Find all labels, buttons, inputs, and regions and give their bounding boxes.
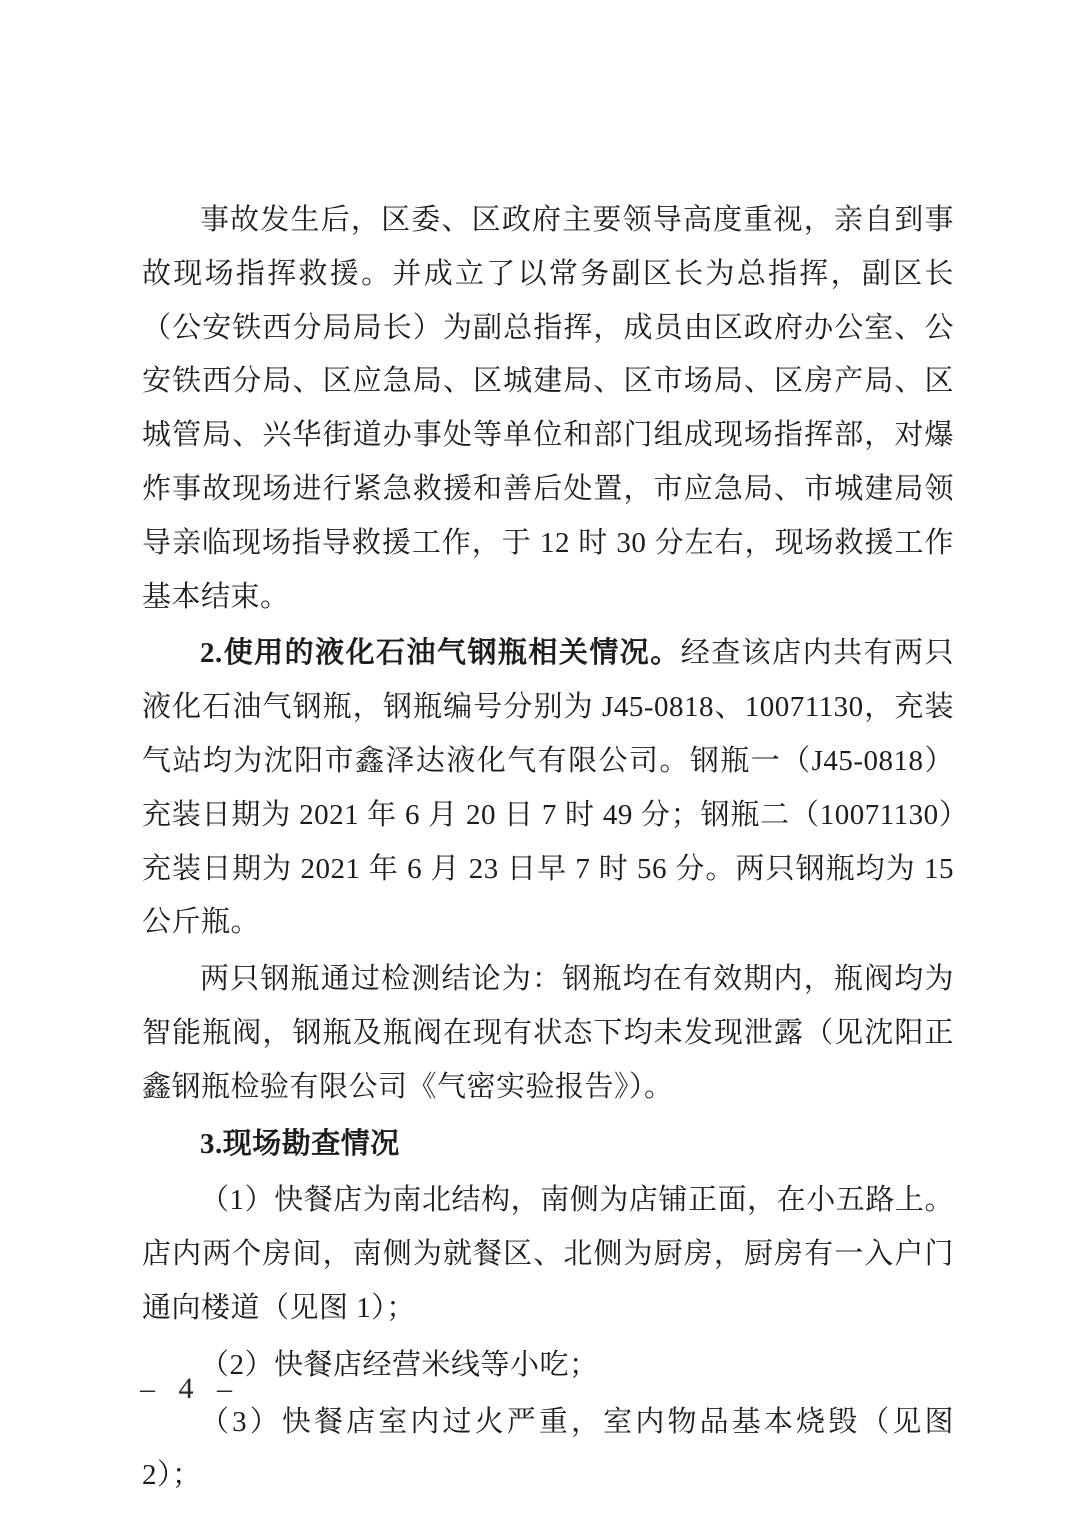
paragraph xyxy=(142,1396,954,1504)
paragraph-text: （1）快餐店为南北结构，南侧为店铺正面，在小五路上。店内两个房间，南侧为就餐区、北侧为厨房，厨房有一入户门通向楼道（见图 1）； xyxy=(142,1184,954,1324)
paragraph xyxy=(142,1339,954,1393)
paragraph-text: （2）快餐店经营米线等小吃； xyxy=(200,1348,599,1381)
paragraph xyxy=(142,953,954,1114)
paragraph-text: 经查该店内共有两只液化石油气钢瓶，钢瓶编号分别为 J45-0818、10071130，充装气站均为沈阳市鑫泽达液化气有限公司。钢瓶一（J45-0818）充装日期为 2021 年 6 月 20 日 7 时 49 分；钢瓶二（10071130）充装日期为 2021 年 6 月 23 日早 7 时 56 分。两只钢瓶均为 15 公斤瓶。 xyxy=(142,637,954,939)
page-number: – 4 – xyxy=(140,1372,240,1405)
paragraph-lead: 3.现场勘查情况 xyxy=(200,1127,400,1160)
paragraph xyxy=(142,194,954,624)
paragraph xyxy=(142,1174,954,1335)
section-heading xyxy=(142,1118,954,1172)
paragraph xyxy=(142,627,954,950)
paragraph-text: 两只钢瓶通过检测结论为：钢瓶均在有效期内，瓶阀均为智能瓶阀，钢瓶及瓶阀在现有状态下均未发现泄露（见沈阳正鑫钢瓶检验有限公司《气密实验报告》）。 xyxy=(142,963,954,1103)
paragraph-text: 事故发生后，区委、区政府主要领导高度重视，亲自到事故现场指挥救援。并成立了以常务副区长为总指挥，副区长（公安铁西分局局长）为副总指挥，成员由区政府办公室、公安铁西分局、区应急局、区城建局、区市场局、区房产局、区城管局、兴华街道办事处等单位和部门组成现场指挥部，对爆炸事故现场进行紧急救援和善后处置，市应急局、市城建局领导亲临现场指导救援工作，于 12 时 30 分左右，现场救援工作基本结束。 xyxy=(142,204,954,613)
paragraph-text: （3）快餐店室内过火严重，室内物品基本烧毁（见图 2）； xyxy=(142,1405,954,1492)
paragraph-lead: 2.使用的液化石油气钢瓶相关情况。 xyxy=(200,637,681,670)
document-body xyxy=(142,194,954,1506)
